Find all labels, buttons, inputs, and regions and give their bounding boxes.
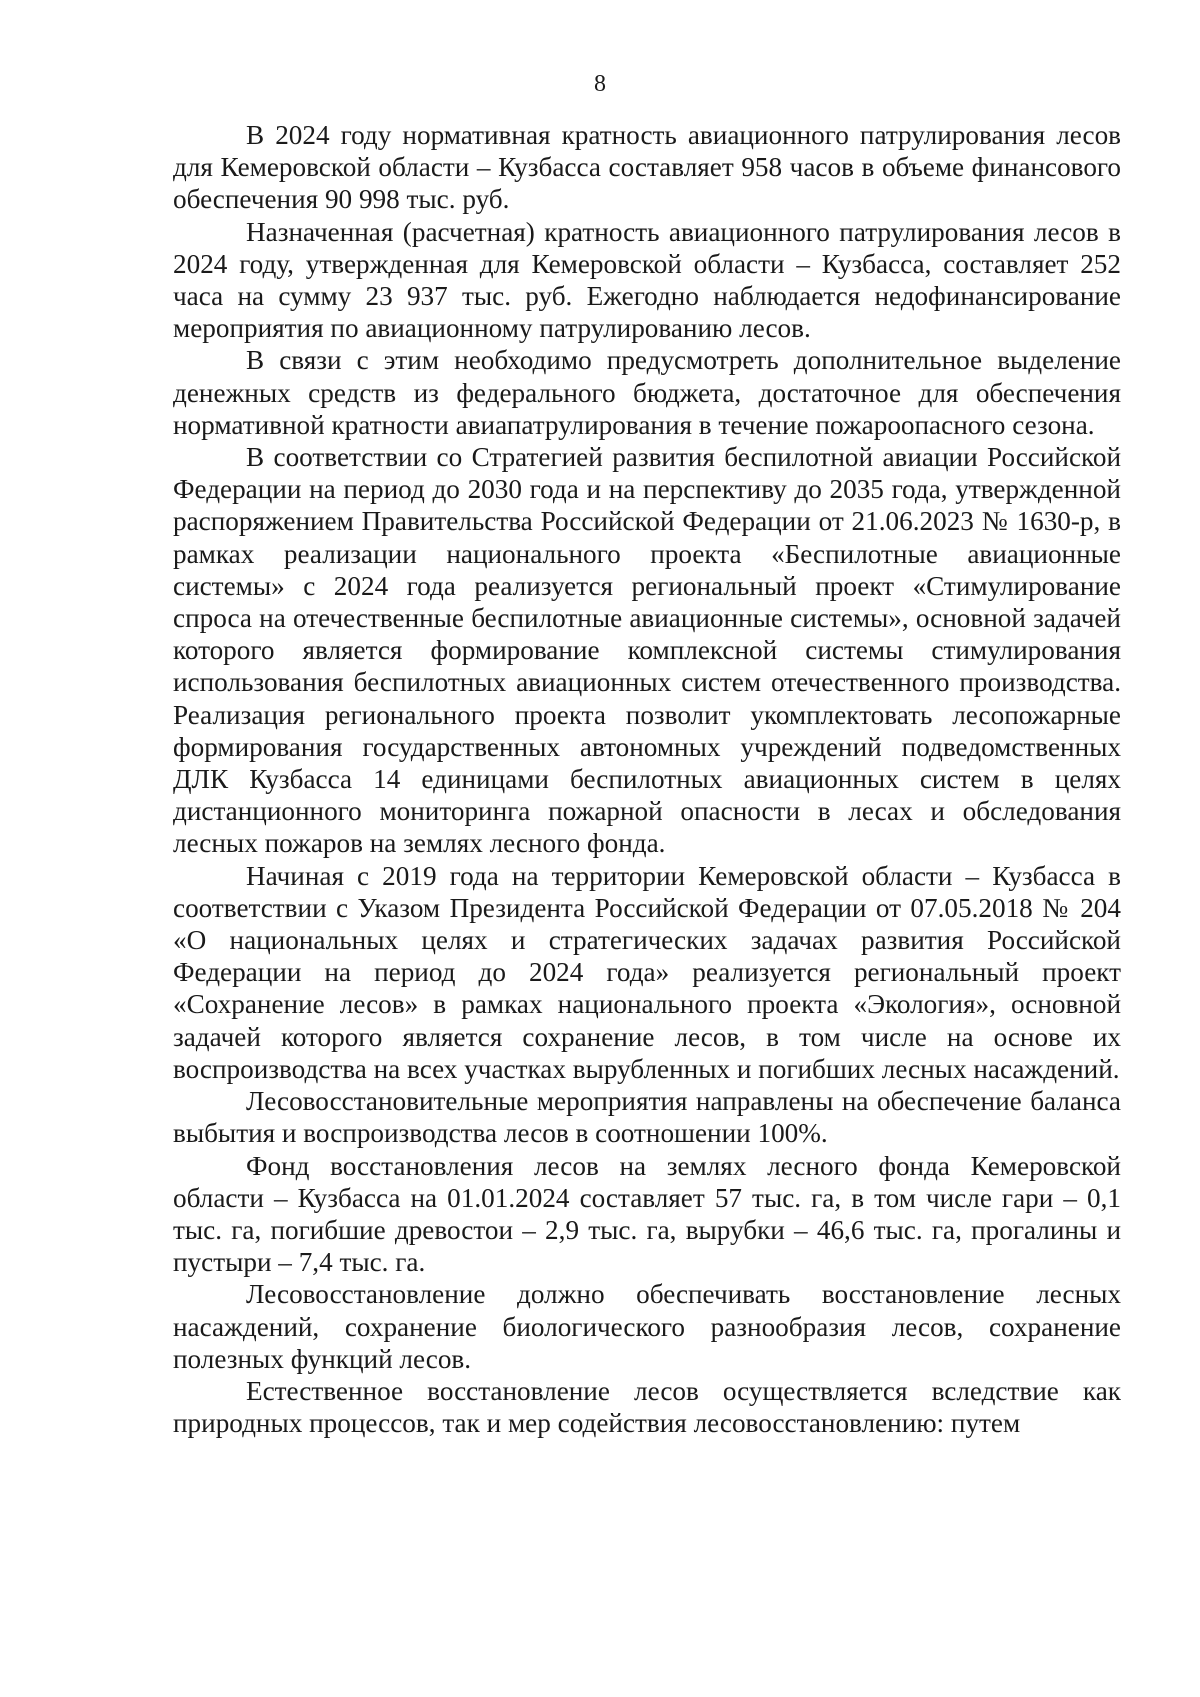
paragraph-reforestation-fund: Фонд восстановления лесов на землях лесного фонда Кемеровской области – Кузбасса на 01.01.2024 составляет 57 тыс. га, в том числе гари – 0,1 тыс. га, погибшие древостои – 2,9 тыс. га, вырубки – 46,6 тыс. га, прогалины и пустыри – 7,4 тыс. га. (173, 1150, 1121, 1278)
paragraph-reforestation-goals: Лесовосстановление должно обеспечивать восстановление лесных насаждений, сохранение биологического разнообразия лесов, сохранение полезных функций лесов. (173, 1279, 1121, 1374)
paragraph-forest-preservation-project: Начиная с 2019 года на территории Кемеровской области – Кузбасса в соответствии с Указом Президента Российской Федерации от 07.05.2018 № 204 «О национальных целях и стратегических задачах развития Российской Федерации на период до 2024 года» реализуется региональный проект «Сохранение лесов» в рамках национального проекта «Экология», основной задачей которого является сохранение лесов, в том числе на основе их воспроизводства на всех участках вырубленных и погибших лесных насаждений. (173, 860, 1121, 1084)
paragraph-reforestation-balance: Лесовосстановительные мероприятия направлены на обеспечение баланса выбытия и воспроизводства лесов в соотношении 100%. (173, 1086, 1121, 1149)
paragraph-drone-strategy: В соответствии со Стратегией развития беспилотной авиации Российской Федерации на период до 2030 года и на перспективу до 2035 года, утвержденной распоряжением Правительства Российской Федерации от 21.06.2023 № 1630-р, в рамках реализации национального проекта «Беспилотные авиационные системы» с 2024 года реализуется региональный проект «Стимулирование спроса на отечественные беспилотные авиационные системы», основной задачей которого является формирование комплексной системы стимулирования использования беспилотных авиационных систем отечественного производства. Реализация регионального проекта позволит укомплектовать лесопожарные формирования государственных автономных учреждений подведомственных ДЛК Кузбасса 14 единицами беспилотных авиационных систем в целях дистанционного мониторинга пожарной опасности в лесах и обследования лесных пожаров на землях лесного фонда. (173, 442, 1121, 859)
paragraph-additional-funding: В связи с этим необходимо предусмотреть дополнительное выделение денежных средств из федерального бюджета, достаточное для обеспечения нормативной кратности авиапатрулирования в течение пожароопасного сезона. (173, 345, 1121, 440)
page-number: 8 (594, 71, 606, 97)
document-body (173, 119, 1121, 1439)
paragraph-aerial-patrol-norm: В 2024 году нормативная кратность авиационного патрулирования лесов для Кемеровской области – Кузбасса составляет 958 часов в объеме финансового обеспечения 90 998 тыс. руб. (173, 120, 1121, 215)
paragraph-natural-regeneration: Естественное восстановление лесов осуществляется вследствие как природных процессов, так и мер содействия лесовосстановлению: путем (173, 1375, 1121, 1439)
paragraph-aerial-patrol-assigned: Назначенная (расчетная) кратность авиационного патрулирования лесов в 2024 году, утвержденная для Кемеровской области – Кузбасса, составляет 252 часа на сумму 23 937 тыс. руб. Ежегодно наблюдается недофинансирование мероприятия по авиационному патрулированию лесов. (173, 216, 1121, 344)
